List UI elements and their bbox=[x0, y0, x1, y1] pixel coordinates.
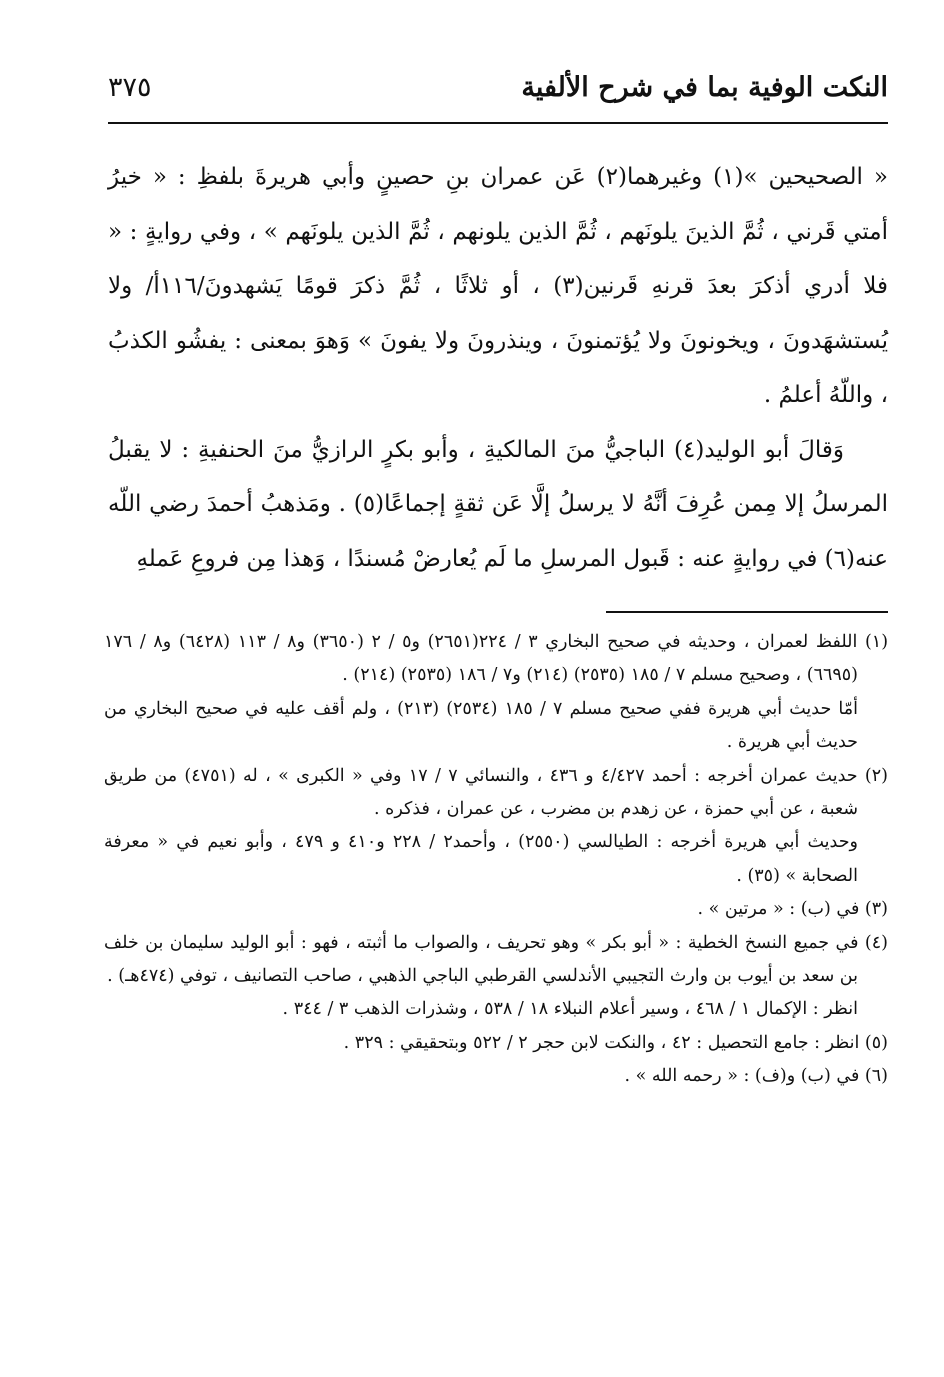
footnote-2-continuation: وحديث أبي هريرة أخرجه : الطيالسي (٢٥٥٠) ، وأحمد٢ / ٢٢٨ و٤١٠ و ٤٧٩ ، وأبو نعيم في « معرفة الصحابة » (٣٥) . bbox=[104, 832, 858, 886]
footnote-1: (١) اللفظ لعمران ، وحديثه في صحيح البخاري ٣ / ٢٢٤(٢٦٥١) و٥ / ٢ (٣٦٥٠) و٨ / ١١٣ (٦٤٢٨) و٨ / ١٧٦ (٦٦٩٥) ، وصحيح مسلم ٧ / ١٨٥ (٢٥٣٥) (٢١٤) و٧ / ١٨٦ (٢٥٣٥) (٢١٤) . bbox=[104, 632, 889, 686]
footnote-3: (٣) في (ب) : « مرتين » . bbox=[697, 899, 888, 920]
footnote-separator bbox=[606, 611, 888, 613]
footnote-4: (٤) في جميع النسخ الخطية : « أبو بكر » وهو تحريف ، والصواب ما أثبته ، فهو : أبو الوليد سليمان بن خلف بن سعد بن أيوب بن وارث التجيبي الأندلسي القرطبي الباجي الذهبي ، صاحب التصانيف ، توفي (٤٧٤هـ) . bbox=[104, 932, 888, 987]
page-header bbox=[108, 68, 888, 124]
page-number: ٣٧٥ bbox=[108, 72, 152, 103]
footnote-6: (٦) في (ب) و(ف) : « رحمه الله » . bbox=[624, 1066, 888, 1087]
main-paragraph-1: « الصحيحين »(١) وغيرهما(٢) عَن عمران بنِ حصينٍ وأبي هريرةَ بلفظِ : « خيرُ أمتي قَرني ، ثُمَّ الذينَ يلونَهم ، ثُمَّ الذين يلونهم ، ثُمَّ الذين يلونَهم » ، وفي روايةٍ : « فلا أدري أذكرَ بعدَ قرنهِ قَرنين(٣) ، أو ثلاثًا ، ثُمَّ ذكرَ قومًا يَشهدونَ/١١٦أ/ ولا يُستشهَدونَ ، ويخونونَ ولا يُؤتمنونَ ، وينذرونَ ولا يفونَ » وَهوَ بمعنى : يفشُو الكذبُ ، واللّهُ أعلمُ . bbox=[108, 164, 888, 408]
running-title: النكت الوفية بما في شرح الألفية bbox=[521, 72, 888, 103]
footnote-4-continuation: انظر : الإكمال ١ / ٤٦٨ ، وسير أعلام النبلاء ١٨ / ٥٣٨ ، وشذرات الذهب ٣ / ٣٤٤ . bbox=[282, 999, 858, 1020]
footnote-5: (٥) انظر : جامع التحصيل : ٤٢ ، والنكت لابن حجر ٢ / ٥٢٢ وبتحقيقي : ٣٢٩ . bbox=[343, 1032, 888, 1053]
main-text bbox=[108, 150, 888, 586]
footnotes bbox=[104, 626, 888, 1094]
main-paragraph-2: وَقالَ أبو الوليد(٤) الباجيُّ منَ المالكيةِ ، وأبو بكرٍ الرازيُّ منَ الحنفيةِ : لا يقبلُ المرسلُ إلا مِمن عُرِفَ أنَّهُ لا يرسلُ إلَّا عَن ثقةٍ إجماعًا(٥) . ومَذهبُ أحمدَ رضي اللّه عنه(٦) في روايةٍ عنه : قَبول المرسلِ ما لَم يُعارضْ مُسندًا ، وَهذا مِن فروعِ عَملهِ bbox=[108, 436, 888, 572]
footnote-1-continuation: أمّا حديث أبي هريرة ففي صحيح مسلم ٧ / ١٨٥ (٢٥٣٤) (٢١٣) ، ولم أقف عليه في صحيح البخاري من حديث أبي هريرة . bbox=[104, 698, 858, 753]
footnote-2: (٢) حديث عمران أخرجه : أحمد ٤/٤٢٧ و ٤٣٦ ، والنسائي ٧ / ١٧ وفي « الكبرى » ، له (٤٧٥١) من طريق شعبة ، عن أبي حمزة ، عن زهدم بن مضرب ، عن عمران ، فذكره . bbox=[104, 765, 888, 820]
